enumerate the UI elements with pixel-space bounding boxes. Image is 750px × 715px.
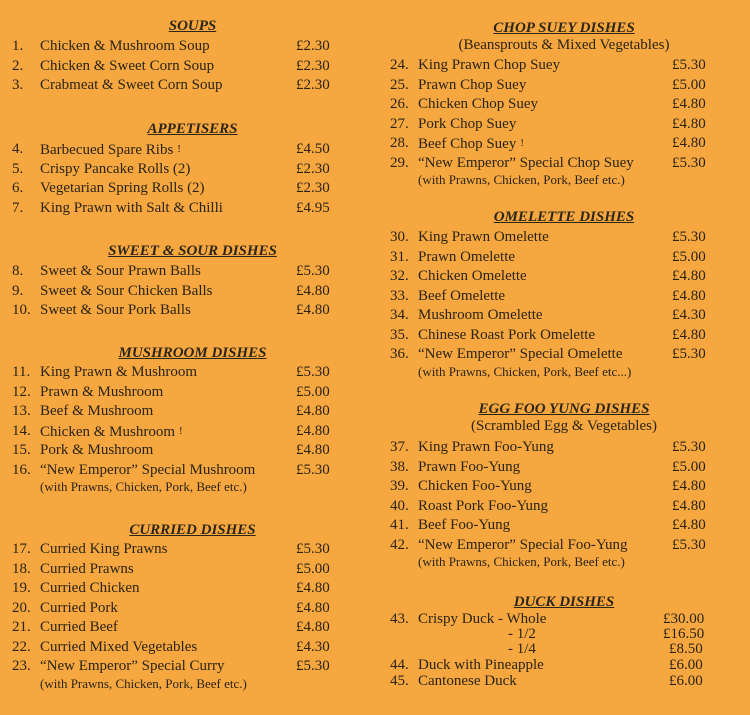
section-duck	[378, 593, 750, 689]
section-title: MUSHROOM DISHES	[118, 345, 267, 361]
item-price: £30.00	[663, 611, 705, 627]
item-note-row	[0, 480, 375, 496]
item-name: King Prawn & Mushroom	[40, 364, 198, 380]
item-name: Cantonese Duck	[418, 673, 517, 689]
item-number: 6.	[12, 180, 24, 196]
item-number: 27.	[390, 115, 409, 132]
item-price: £8.50	[669, 641, 703, 657]
item-number: 34.	[390, 307, 409, 323]
item-name: Chicken & Sweet Corn Soup	[40, 57, 215, 74]
item-name: Pork & Mushroom	[40, 442, 154, 458]
item-name: Beef & Mushroom	[40, 403, 154, 419]
item-number: 3.	[12, 77, 24, 93]
item-price: £5.00	[672, 248, 706, 265]
item-price: £4.80	[672, 135, 706, 151]
item-price: £2.30	[296, 38, 330, 54]
item-name: Chicken & Mushroom Soup	[40, 38, 210, 54]
item-name-text: Chicken & Mushroom	[40, 423, 175, 440]
item-price: £5.30	[672, 346, 706, 362]
item-name	[40, 422, 183, 443]
item-number: 45.	[390, 673, 409, 689]
item-price: £4.80	[296, 580, 330, 596]
item-price: £6.00	[669, 673, 703, 689]
item-note-row	[378, 555, 750, 571]
item-number: 33.	[390, 287, 409, 304]
menu-item	[378, 497, 750, 517]
item-name: King Prawn with Salt & Chilli	[40, 199, 223, 216]
item-name: Sweet & Sour Pork Balls	[40, 302, 191, 318]
item-note-row	[378, 173, 750, 189]
item-price: £4.80	[296, 599, 330, 616]
item-name: Vegetarian Spring Rolls (2)	[40, 180, 205, 196]
menu-item	[0, 140, 375, 160]
menu-item	[378, 56, 750, 76]
item-name: Pork Chop Suey	[418, 115, 517, 132]
menu-item	[378, 477, 750, 497]
item-name: “New Emperor” Special Chop Suey	[418, 154, 634, 171]
section-appetisers	[0, 120, 375, 218]
item-price: £4.30	[296, 638, 330, 655]
menu-item	[378, 248, 750, 268]
section-chop-suey	[378, 19, 750, 189]
item-number: 35.	[390, 326, 409, 343]
menu-item	[378, 267, 750, 287]
menu-item	[378, 642, 750, 657]
item-name: Beef Omelette	[418, 287, 506, 304]
menu-item	[0, 657, 375, 677]
item-price: £5.30	[296, 364, 330, 380]
menu-item	[0, 383, 375, 403]
item-price: £4.80	[672, 287, 706, 304]
item-note-row	[0, 677, 375, 693]
item-price: £5.30	[296, 541, 330, 557]
section-title: SOUPS	[168, 18, 217, 34]
item-price: £4.80	[672, 96, 706, 112]
section-title: EGG FOO YUNG DISHES	[478, 401, 650, 417]
item-note-row	[378, 365, 750, 381]
item-name: Curried Beef	[40, 619, 118, 635]
menu-item	[378, 611, 750, 627]
menu-item	[0, 540, 375, 560]
item-price: £5.30	[672, 57, 706, 73]
menu-item	[378, 326, 750, 346]
item-name: - 1/2	[508, 626, 536, 642]
item-price: £2.30	[296, 77, 330, 93]
item-price: £6.00	[669, 657, 703, 673]
section-subtitle: (Beansprouts & Mixed Vegetables)	[458, 37, 670, 53]
section-curried	[0, 521, 375, 693]
section-title: CURRIED DISHES	[129, 522, 256, 538]
spicy-mark: !	[520, 137, 524, 149]
item-number: 21.	[12, 619, 31, 635]
item-number: 41.	[390, 517, 409, 533]
item-price: £4.80	[672, 326, 706, 343]
item-price: £5.30	[672, 229, 706, 245]
item-price: £4.80	[296, 442, 330, 458]
item-price: £5.30	[672, 154, 706, 171]
section-mushroom	[0, 344, 375, 496]
item-name: Beef Foo-Yung	[418, 517, 511, 533]
item-name-text: Beef Chop Suey	[418, 136, 517, 152]
item-price: £16.50	[663, 626, 705, 642]
menu-item	[378, 657, 750, 673]
item-price: £4.80	[672, 115, 706, 132]
menu-item	[0, 282, 375, 302]
item-price: £4.80	[672, 497, 706, 514]
item-number: 37.	[390, 439, 409, 455]
item-number: 38.	[390, 458, 409, 475]
item-number: 17.	[12, 541, 31, 557]
item-name: Curried Pork	[40, 599, 118, 616]
menu-item	[378, 115, 750, 135]
item-note: (with Prawns, Chicken, Pork, Beef etc.)	[40, 675, 247, 691]
menu-item	[0, 560, 375, 580]
item-price: £5.30	[296, 461, 330, 478]
item-name: King Prawn Omelette	[418, 229, 549, 245]
menu-item	[378, 536, 750, 556]
item-number: 24.	[390, 57, 409, 73]
section-title: DUCK DISHES	[513, 594, 615, 610]
item-name: Roast Pork Foo-Yung	[418, 497, 549, 514]
item-number: 26.	[390, 96, 409, 112]
menu-item	[378, 516, 750, 536]
item-name: Chicken Omelette	[418, 268, 527, 284]
menu-item	[0, 179, 375, 199]
menu-item	[0, 599, 375, 619]
item-price: £5.30	[672, 536, 706, 553]
item-name: Curried Mixed Vegetables	[40, 638, 198, 655]
item-name: - 1/4	[508, 641, 536, 657]
item-number: 2.	[12, 57, 24, 74]
item-number: 4.	[12, 141, 24, 157]
item-number: 19.	[12, 580, 31, 596]
menu-item	[0, 37, 375, 57]
menu-item	[0, 160, 375, 180]
item-name: Crabmeat & Sweet Corn Soup	[40, 77, 223, 93]
item-price: £4.80	[672, 268, 706, 284]
item-price: £5.30	[296, 263, 330, 279]
item-price: £2.30	[296, 160, 330, 177]
section-title: OMELETTE DISHES	[493, 209, 635, 225]
item-name-text: Barbecued Spare Ribs	[40, 142, 174, 158]
menu-item	[0, 262, 375, 282]
item-number: 42.	[390, 536, 409, 553]
menu-item	[0, 301, 375, 321]
item-name: Curried Prawns	[40, 560, 134, 577]
item-name: King Prawn Chop Suey	[418, 57, 561, 73]
item-name	[418, 134, 524, 155]
item-price: £4.30	[672, 307, 706, 323]
menu-item	[0, 57, 375, 77]
item-price: £5.30	[296, 658, 330, 674]
item-price: £2.30	[296, 180, 330, 196]
item-price: £5.30	[672, 439, 706, 455]
menu-item	[378, 673, 750, 689]
menu-item	[0, 618, 375, 638]
item-name: Chicken Chop Suey	[418, 96, 538, 112]
item-name: Curried Chicken	[40, 580, 140, 596]
menu-item	[0, 579, 375, 599]
item-name: Crispy Pancake Rolls (2)	[40, 160, 191, 177]
item-number: 10.	[12, 302, 31, 318]
menu-item	[378, 306, 750, 326]
menu-item	[378, 134, 750, 154]
item-name	[40, 140, 181, 161]
item-name: Prawn Chop Suey	[418, 76, 527, 93]
item-number: 12.	[12, 383, 31, 400]
item-price: £5.00	[672, 458, 706, 475]
item-name: Prawn & Mushroom	[40, 383, 164, 400]
item-number: 40.	[390, 497, 409, 514]
section-egg-foo-yung	[378, 400, 750, 571]
item-note: (with Prawns, Chicken, Pork, Beef etc.)	[40, 479, 247, 494]
section-omelette	[378, 208, 750, 381]
menu-item	[0, 441, 375, 461]
item-number: 7.	[12, 199, 24, 216]
menu-item	[0, 363, 375, 383]
item-number: 32.	[390, 268, 409, 284]
item-number: 30.	[390, 229, 409, 245]
item-name: “New Emperor” Special Mushroom	[40, 461, 256, 478]
item-note: (with Prawns, Chicken, Pork, Beef etc.)	[418, 172, 625, 187]
menu-item	[378, 76, 750, 96]
item-name: “New Emperor” Special Omelette	[418, 346, 623, 362]
item-note: (with Prawns, Chicken, Pork, Beef etc.)	[418, 554, 625, 569]
item-number: 29.	[390, 154, 409, 171]
item-price: £4.95	[296, 199, 330, 216]
menu-item	[0, 638, 375, 658]
item-name: “New Emperor” Special Curry	[40, 658, 225, 674]
item-name: Prawn Omelette	[418, 248, 516, 265]
item-number: 8.	[12, 263, 24, 279]
item-number: 22.	[12, 638, 31, 655]
item-name: Mushroom Omelette	[418, 307, 543, 323]
item-number: 1.	[12, 38, 24, 54]
menu-item	[378, 154, 750, 174]
menu-item	[0, 199, 375, 219]
item-price: £4.80	[296, 422, 330, 439]
item-number: 25.	[390, 76, 409, 93]
item-price: £5.00	[296, 560, 330, 577]
item-number: 5.	[12, 160, 24, 177]
item-price: £5.00	[296, 383, 330, 400]
item-name: Crispy Duck - Whole	[418, 611, 547, 627]
item-number: 23.	[12, 658, 31, 674]
item-name: Sweet & Sour Prawn Balls	[40, 263, 201, 279]
item-number: 15.	[12, 442, 31, 458]
item-number: 36.	[390, 346, 409, 362]
item-number: 28.	[390, 135, 409, 151]
section-title: SWEET & SOUR DISHES	[108, 243, 277, 259]
item-number: 31.	[390, 248, 409, 265]
item-number: 20.	[12, 599, 31, 616]
item-price: £4.80	[296, 302, 330, 318]
section-title: CHOP SUEY DISHES	[493, 20, 635, 36]
menu-item	[0, 402, 375, 422]
item-price: £5.00	[672, 76, 706, 93]
menu-item	[378, 287, 750, 307]
item-price: £4.80	[672, 517, 706, 533]
item-number: 39.	[390, 478, 409, 494]
section-soups	[0, 17, 375, 96]
menu-item	[0, 76, 375, 96]
item-name: Duck with Pineapple	[418, 657, 544, 673]
menu-item	[378, 438, 750, 458]
item-price: £4.80	[672, 478, 706, 494]
item-price: £2.30	[296, 57, 330, 74]
item-number: 9.	[12, 282, 24, 299]
spicy-mark: !	[179, 424, 183, 437]
section-sweet-sour	[0, 242, 375, 321]
menu-item	[378, 627, 750, 642]
item-number: 16.	[12, 461, 31, 478]
item-name: “New Emperor” Special Foo-Yung	[418, 536, 628, 553]
item-name: Chinese Roast Pork Omelette	[418, 326, 596, 343]
item-name: King Prawn Foo-Yung	[418, 439, 554, 455]
menu-item	[378, 458, 750, 478]
item-number: 14.	[12, 422, 31, 439]
menu-item	[0, 422, 375, 442]
item-price: £4.80	[296, 403, 330, 419]
item-number: 43.	[390, 611, 409, 627]
item-name: Curried King Prawns	[40, 541, 168, 557]
section-title: APPETISERS	[147, 121, 238, 137]
item-name: Sweet & Sour Chicken Balls	[40, 282, 213, 299]
item-name: Prawn Foo-Yung	[418, 458, 521, 475]
item-number: 13.	[12, 403, 31, 419]
item-note: (with Prawns, Chicken, Pork, Beef etc...)	[418, 363, 632, 379]
item-number: 18.	[12, 560, 31, 577]
section-subtitle: (Scrambled Egg & Vegetables)	[471, 418, 657, 434]
item-name: Chicken Foo-Yung	[418, 478, 532, 494]
item-price: £4.50	[296, 141, 330, 157]
item-number: 44.	[390, 657, 409, 673]
item-number: 11.	[12, 364, 31, 380]
spicy-mark: !	[177, 143, 181, 155]
item-price: £4.80	[296, 619, 330, 635]
item-price: £4.80	[296, 282, 330, 299]
menu-item	[378, 228, 750, 248]
menu-item	[378, 345, 750, 365]
menu-item	[0, 461, 375, 481]
menu-item	[378, 95, 750, 115]
